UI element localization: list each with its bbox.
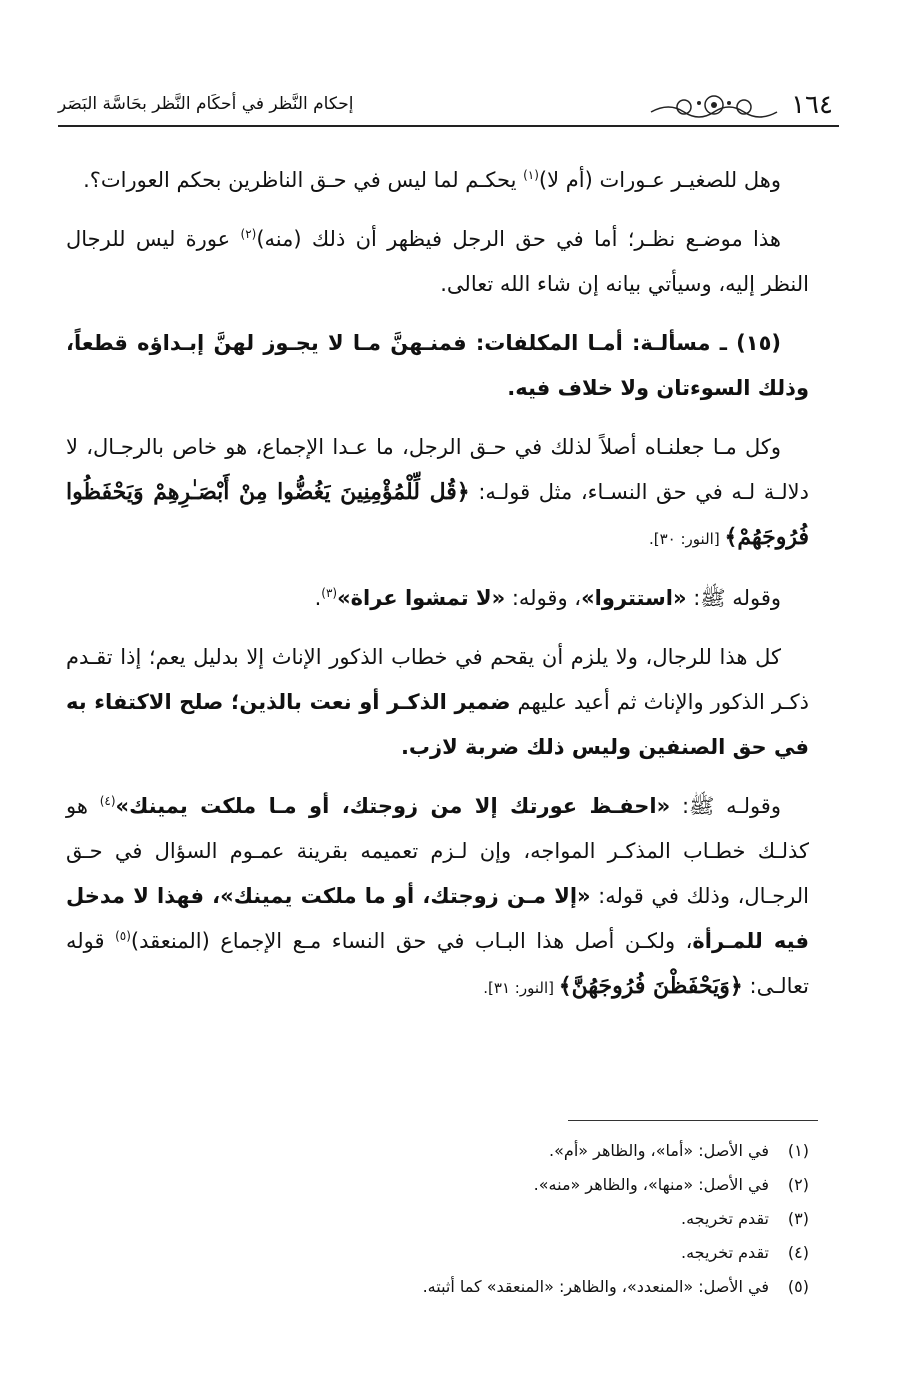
footnote-ref-2[interactable]: (٢) xyxy=(240,227,257,241)
footnote-2: (٢)في الأصل: «منها»، والظاهر «منه». xyxy=(533,1175,809,1194)
footnote-1: (١)في الأصل: «أما»، والظاهر «أم». xyxy=(549,1141,809,1160)
paragraph-5: وقوله ﷺ: «استتروا»، وقوله: «لا تمشوا عراة»$^{(٣)}$. xyxy=(314,586,781,610)
footnote-divider xyxy=(568,1120,818,1121)
footnote-4: (٤)تقدم تخريجه. xyxy=(681,1243,809,1262)
footnote-ref-4[interactable]: (٤) xyxy=(99,794,116,808)
paragraph-7: وقولـه ﷺ: «احفـظ عورتك إلا من زوجتك، أو مـا ملكت يمينك»$^{(٤)}$ هو كذلـك خطـاب المذكـر المواجه، وإن لـزم تعميمه بقرينة عمـوم السؤال في حـق الرجـال، وذلك في قوله: «إلا مـن زوجتك، أو ما ملكت يمينك»، فهذا لا مدخل فيه للمـرأة، ولكـن أصل هذا البـاب في حق النساء مـع الإجماع (المنعقد)$^{(٥)}$ قوله تعالـى: ﴿وَيَحْفَظْنَ فُرُوجَهُنَّ﴾ [النور: ٣١]. xyxy=(66,794,809,999)
paragraph-1: وهل للصغيـر عـورات (أم لا)$^{(١)}$ يحكـم لما ليس في حـق الناظرين بحكم العورات؟. xyxy=(83,168,781,192)
main-text xyxy=(66,158,809,1025)
footnote-5: (٥)في الأصل: «المنعدد»، والظاهر: «المنعقد» كما أثبته. xyxy=(422,1277,809,1296)
footnote-ref-3[interactable]: (٣) xyxy=(321,586,338,600)
paragraph-4: وكل مـا جعلنـاه أصلاً لذلك في حـق الرجل، ما عـدا الإجماع، هو خاص بالرجـال، لا دلالـة لـه في حق النسـاء، مثل قولـه: ﴿قُل لِّلْمُؤْمِنِينَ يَغُضُّوا مِنْ أَبْصَـٰرِهِمْ وَيَحْفَظُوا فُرُوجَهُمْ﴾ [النور: ٣٠]. xyxy=(66,435,809,550)
footnote-ref-1[interactable]: (١) xyxy=(523,168,539,182)
header-divider xyxy=(58,125,839,127)
footnote-ref-5[interactable]: (٥) xyxy=(115,929,131,943)
running-title: إحكام النَّظر في أحكَام النَّظر بحَاسَّة البَصَر xyxy=(58,94,354,114)
ornament-icon xyxy=(649,94,779,120)
paragraph-2: هذا موضـع نظـر؛ أما في حق الرجل فيظهر أن ذلك (منه)$^{(٢)}$ عورة ليس للرجال النظر إليه، وسيأتي بيانه إن شاء الله تعالى. xyxy=(66,227,809,296)
footnote-3: (٣)تقدم تخريجه. xyxy=(681,1209,809,1228)
verse-reference: [النور: ٣٠]. xyxy=(648,530,725,548)
quran-verse-nur-30: ﴿قُل لِّلْمُؤْمِنِينَ يَغُضُّوا مِنْ أَبْصَـٰرِهِمْ وَيَحْفَظُوا فُرُوجَهُمْ﴾ xyxy=(66,479,809,550)
page-number: ١٦٤ xyxy=(791,90,833,120)
footnotes xyxy=(66,1134,809,1304)
verse-reference: [النور: ٣١]. xyxy=(483,979,559,997)
page-header xyxy=(58,84,839,128)
quran-verse-nur-31: ﴿وَيَحْفَظْنَ فُرُوجَهُنَّ﴾ xyxy=(558,973,743,999)
issue-heading-15: (١٥) ـ مسألـة: أمـا المكلفات: فمنـهنَّ مـا لا يجـوز لهنَّ إبـداؤه قطعاً، وذلك السوءتان ولا خلاف فيه. xyxy=(66,331,809,400)
paragraph-6: كل هذا للرجال، ولا يلزم أن يقحم في خطاب الذكور الإناث إلا بدليل يعم؛ إذا تقـدم ذكـر الذكور والإناث ثم أعيد عليهم ضمير الذكـر أو نعت بالذين؛ صلح الاكتفاء به في حق الصنفين وليس ذلك ضربة لازب. xyxy=(66,645,809,759)
